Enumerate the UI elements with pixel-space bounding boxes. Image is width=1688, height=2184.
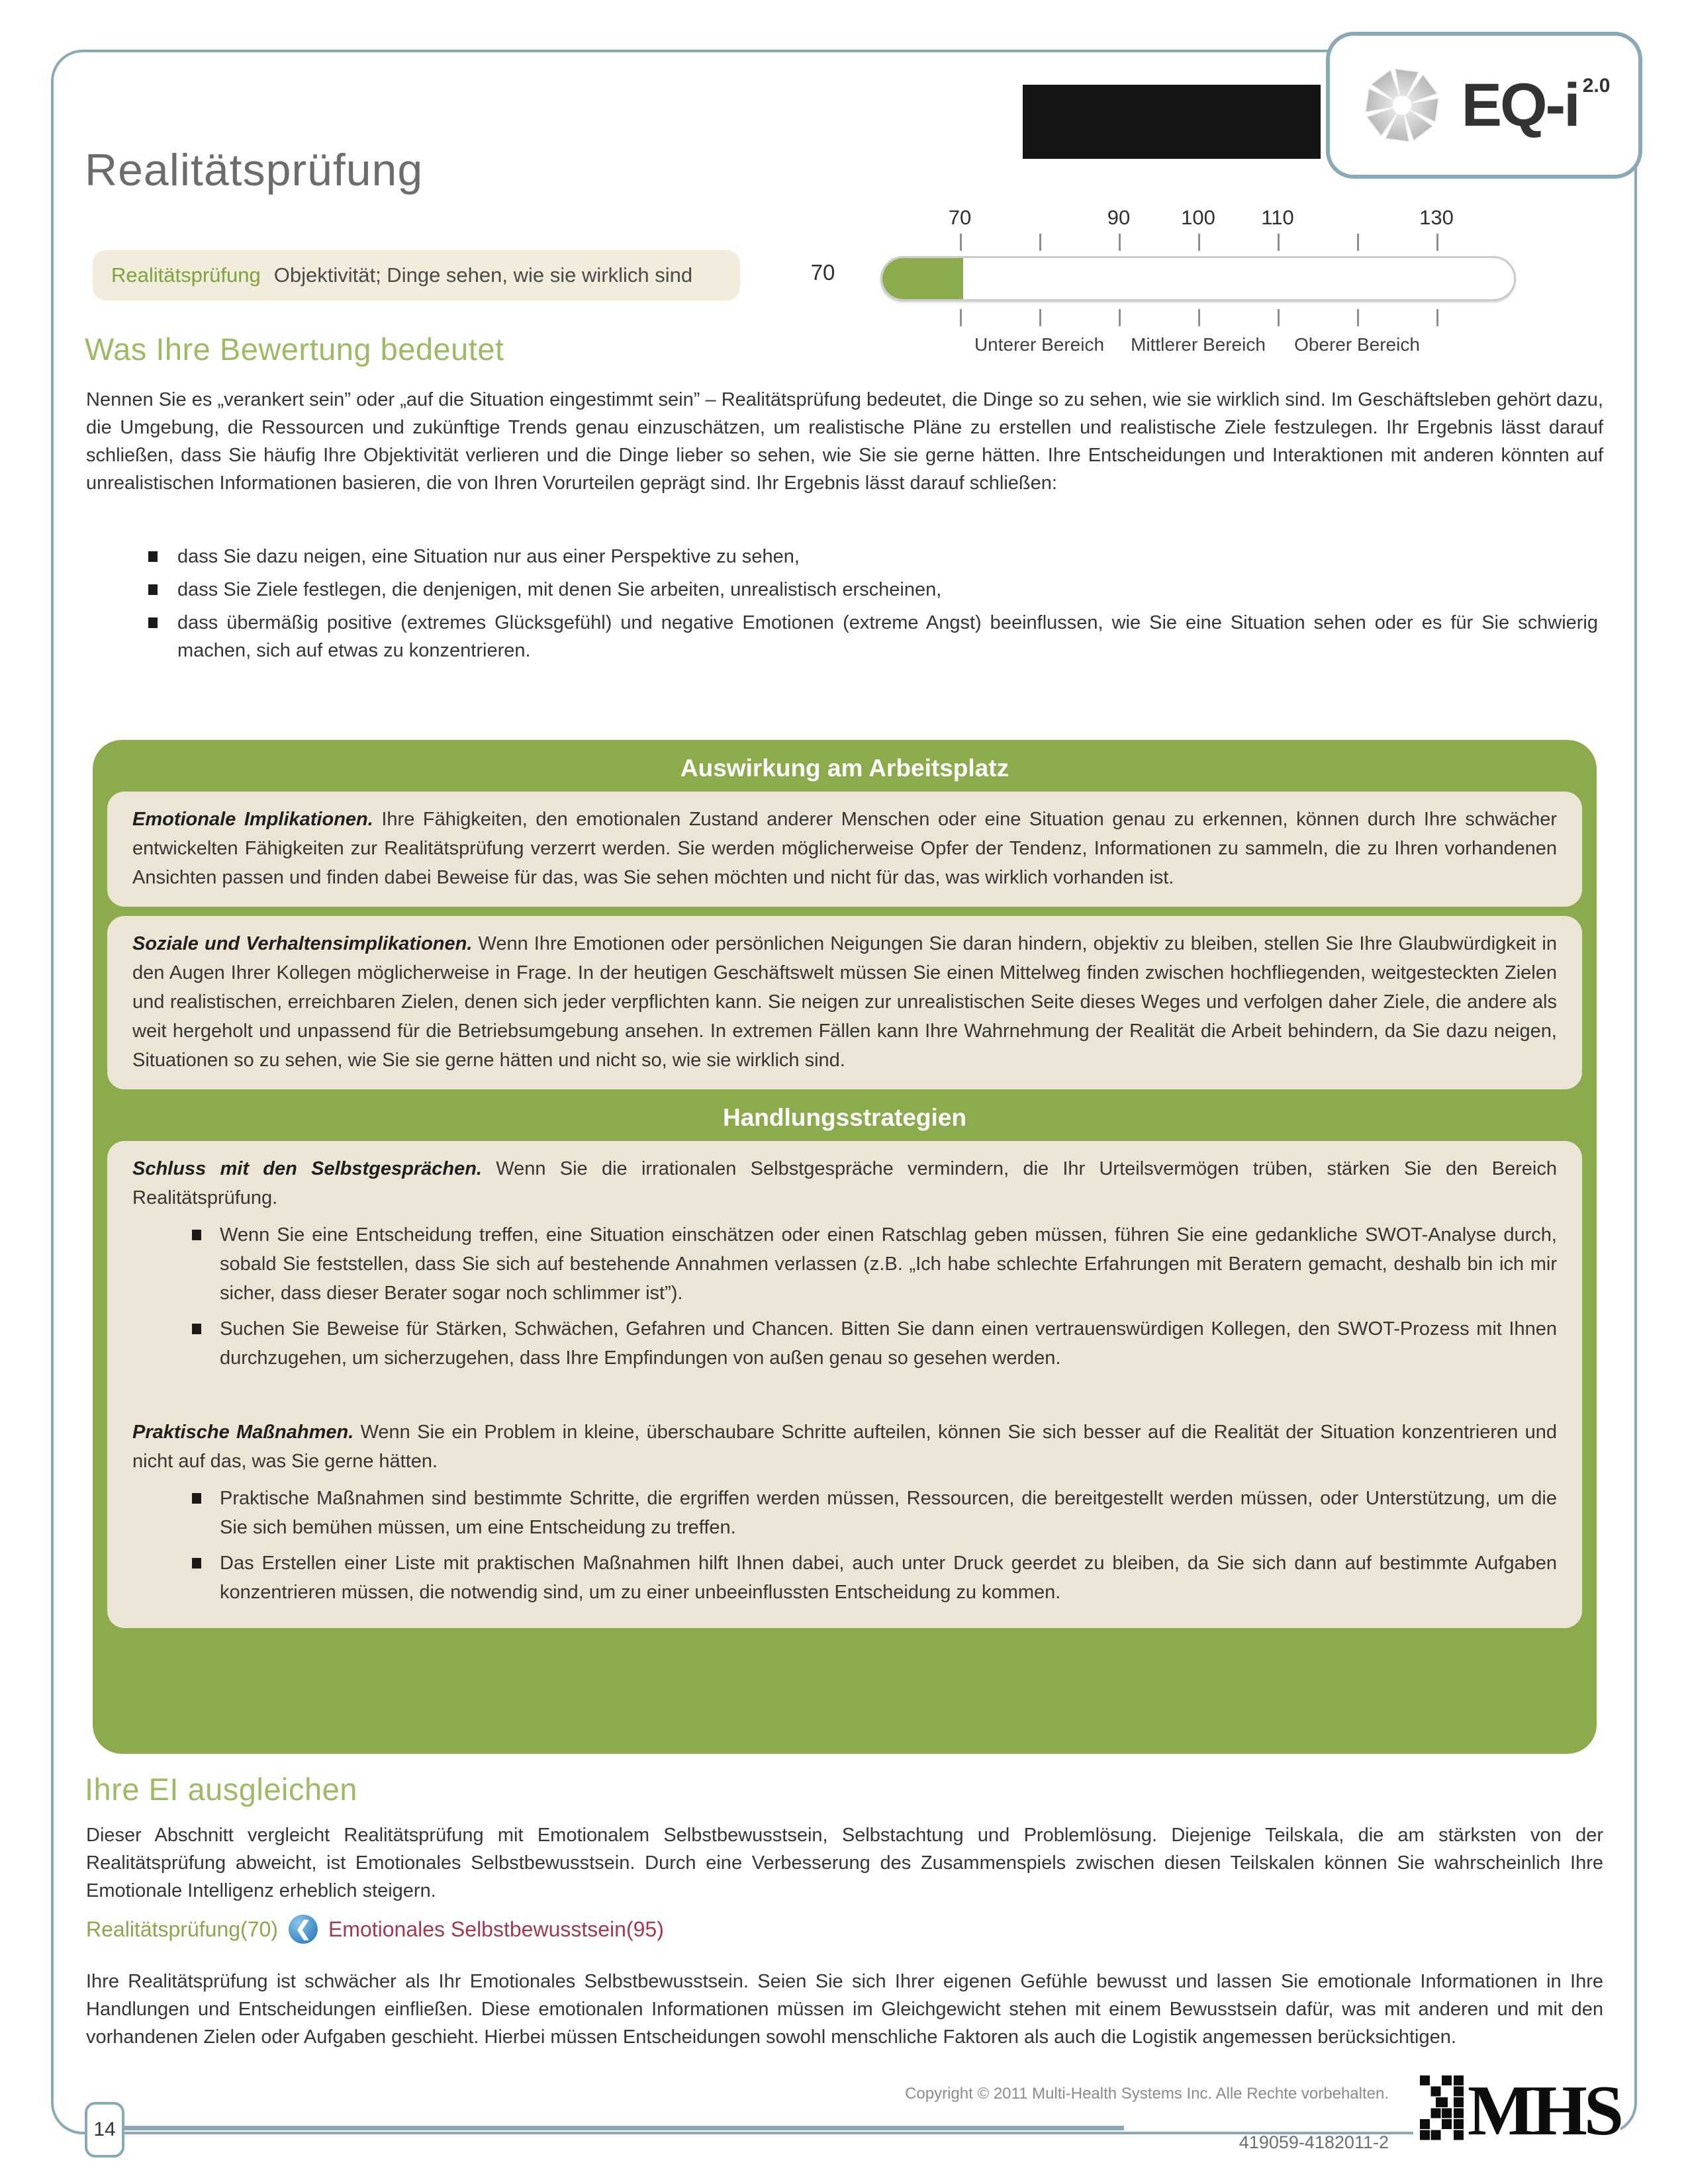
tick-label: 130 [1419, 206, 1454, 229]
range-label-high: Oberer Bereich [1294, 334, 1420, 355]
tick-mark [960, 309, 962, 326]
tick-label: 90 [1107, 206, 1131, 229]
strategies-heading: Handlungsstrategien [723, 1104, 966, 1131]
social-implications-box [107, 916, 1582, 1089]
workplace-impact-box [93, 740, 1597, 1754]
bullet-square-icon [192, 1324, 201, 1334]
score-bar-fill [882, 258, 963, 299]
tick-mark [1278, 309, 1280, 326]
range-label-mid: Mittlerer Bereich [1131, 334, 1266, 355]
mhs-logo-glyph [1420, 2075, 1464, 2147]
balance-intro: Dieser Abschnitt vergleicht Realitätsprüfung mit Emotionalem Selbstbewusstsein, Selbstachtung und Problemlösung. Diejenige Teilskala, die am stärksten von der Realitätsprüfung abweicht, ist Emotionales Selbstbewusstsein. Durch eine Verbesserung des Zusammenspiels zwischen diesen Teilskalen können Sie wahrscheinlich Ihre Emotionale Intelligenz erheblich steigern. [86, 1825, 1603, 1901]
list-item [148, 543, 1598, 570]
mhs-logo [1413, 2071, 1620, 2150]
social-lead: Soziale und Verhaltensimplikationen. [132, 933, 473, 954]
bullet-square-icon [148, 551, 158, 562]
comparison-right-label: Emotionales Selbstbewusstsein(95) [328, 1917, 664, 1941]
brand-text: EQ-i [1461, 71, 1579, 139]
brand-version: 2.0 [1582, 74, 1611, 97]
score-scale [781, 195, 1615, 361]
bullet-square-icon [192, 1558, 201, 1569]
list-item-text: Wenn Sie eine Entscheidung treffen, eine Situation einschätzen oder einen Ratschlag geben müssen, führen Sie eine gedankliche SWOT-Analyse durch, sobald Sie feststellen, dass Sie sich auf bestehende Annahmen verlassen (z.B. „Ich habe schlechte Erfahrungen mit Beratern gemacht, deshalb bin ich mir sicher, dass dieser Berater sogar noch schlimmer ist”). [220, 1224, 1557, 1304]
list-item [148, 609, 1598, 664]
practical-bullets [132, 1484, 1557, 1607]
tick-label: 70 [948, 206, 972, 229]
tick-mark [1198, 234, 1200, 251]
document-id: 419059-4182011-2 [1239, 2132, 1389, 2152]
bullet-square-icon [148, 617, 158, 628]
page-title: Realitätsprüfung [85, 145, 424, 195]
meaning-intro: Nennen Sie es „verankert sein” oder „auf die Situation eingestimmt sein” – Realitätsprüfung bedeutet, die Dinge so zu sehen, wie sie wirklich sind. Im Geschäftsleben gehört dazu, die Umgebung, die Ressourcen und zukünftige Trends genau einzuschätzen, um realistische Pläne zu erstellen und realistische Ziele festzulegen. Ihr Ergebnis lässt darauf schließen, dass Sie häufig Ihre Objektivität verlieren und die Dinge lieber so sehen, wie Sie sie gerne hätten. Ihre Entscheidungen und Interaktionen mit anderen könnten auf unrealistischen Informationen basieren, die von Ihren Vorurteilen geprägt sind. Ihr Ergebnis lässt darauf schließen: [86, 389, 1603, 494]
eqi-logo [1326, 32, 1642, 179]
brand-name [1462, 71, 1611, 140]
subscale-description: Objektivität; Dinge sehen, wie sie wirklich sind [273, 263, 693, 287]
subscale-pill [93, 250, 740, 300]
bullet-square-icon [148, 584, 158, 595]
redacted-name-bar [1023, 85, 1321, 159]
practical-lead: Praktische Maßnahmen. [132, 1422, 354, 1443]
selftalk-lead: Schluss mit den Selbstgesprächen. [132, 1158, 482, 1179]
emotional-lead: Emotionale Implikationen. [132, 809, 373, 830]
tick-mark [1119, 234, 1121, 251]
mhs-wordmark: MHS [1467, 2071, 1620, 2150]
balance-heading: Ihre EI ausgleichen [85, 1772, 357, 1807]
impact-heading: Auswirkung am Arbeitsplatz [680, 754, 1009, 782]
bullet-square-icon [192, 1230, 201, 1240]
meaning-bullets [148, 543, 1598, 670]
list-item-text: dass Sie dazu neigen, eine Situation nur aus einer Perspektive zu sehen, [177, 546, 800, 567]
tick-mark [1039, 234, 1041, 251]
list-item [192, 1314, 1557, 1373]
list-item-text: dass Sie Ziele festlegen, die denjenigen, mit denen Sie arbeiten, unrealistisch erscheinen, [177, 579, 942, 600]
tick-mark [1436, 309, 1438, 326]
tick-mark [1119, 309, 1121, 326]
score-bar [880, 256, 1516, 301]
tick-mark [1198, 309, 1200, 326]
pinwheel-icon [1358, 62, 1446, 149]
list-item [192, 1484, 1557, 1542]
arrow-left-circle-icon: ❮ [289, 1915, 318, 1944]
tick-mark [1357, 309, 1359, 326]
emotional-text: Ihre Fähigkeiten, den emotionalen Zustand anderer Menschen oder eine Situation genau zu erkennen, können durch Ihre schwächer entwickelten Fähigkeiten zur Realitätsprüfung verzerrt werden. Sie werden möglicherweise Opfer der Tendenz, Informationen zu sammeln, die zu Ihren vorhandenen Ansichten passen und finden dabei Beweise für das, was Sie sehen möchten und nicht für das, was wirklich vorhanden ist. [132, 809, 1558, 888]
page-number: 14 [85, 2102, 124, 2158]
balance-text: Ihre Realitätsprüfung ist schwächer als Ihr Emotionales Selbstbewusstsein. Seien Sie sich Ihrer eigenen Gefühle bewusst und lassen Sie emotionale Informationen in Ihre Handlungen und Entscheidungen einfließen. Diese emotionalen Informationen müssen im Gleichgewicht stehen mit einem Bewusstsein dafür, was mit anderen und mit den vorhandenen Zielen oder Aufgaben geschieht. Hierbei müssen Entscheidungen sowohl menschliche Faktoren als auch die Logistik angemessen berücksichtigen. [86, 1971, 1603, 2048]
tick-mark [1357, 234, 1359, 251]
list-item-text: dass übermäßig positive (extremes Glücksgefühl) und negative Emotionen (extreme Angst) beeinflussen, wie Sie eine Situation sehen oder es für Sie schwierig machen, sich auf etwas zu konzentrieren. [177, 612, 1598, 661]
meaning-heading: Was Ihre Bewertung bedeutet [85, 332, 504, 367]
selftalk-bullets [132, 1220, 1557, 1373]
footer-divider [105, 2126, 1124, 2130]
list-item [192, 1549, 1557, 1607]
tick-mark [1039, 309, 1041, 326]
tick-label: 100 [1181, 206, 1215, 229]
copyright-text: Copyright © 2011 Multi-Health Systems Inc. Alle Rechte vorbehalten. [905, 2085, 1389, 2103]
tick-mark [960, 234, 962, 251]
social-text: Wenn Ihre Emotionen oder persönlichen Neigungen Sie daran hindern, objektiv zu bleiben, stellen Sie Ihre Glaubwürdigkeit in den Augen Ihrer Kollegen möglicherweise in Frage. In der heutigen Geschäftswelt müssen Sie einen Mittelweg finden zwischen hochfliegenden, weitgesteckten Zielen und realistischen, erreichbaren Zielen, denen sich jeder verpflichten kann. Sie neigen zur unrealistischen Seite dieses Weges und verfolgen daher Ziele, die andere als weit hergeholt und unpassend für die Betriebsumgebung ansehen. In extremen Fällen kann Ihre Wahrnehmung der Realität die Arbeit behindern, da Sie dazu neigen, Situationen so zu sehen, wie Sie sie gerne hätten und nicht so, wie sie wirklich sind. [132, 933, 1557, 1071]
tick-mark [1436, 234, 1438, 251]
subscale-label: Realitätsprüfung [111, 263, 261, 287]
practical-text: Wenn Sie ein Problem in kleine, überschaubare Schritte aufteilen, können Sie sich besser auf die Realität der Situation konzentrieren und nicht auf das, was Sie gerne hätten. [132, 1422, 1557, 1472]
tick-label: 110 [1261, 206, 1294, 229]
comparison-left-label: Realitätsprüfung(70) [86, 1917, 278, 1941]
subscale-comparison [86, 1915, 664, 1944]
score-value: 70 [810, 260, 835, 285]
range-label-low: Unterer Bereich [974, 334, 1105, 355]
list-item [192, 1220, 1557, 1308]
selftalk-text: Wenn Sie die irrationalen Selbstgespräche vermindern, die Ihr Urteilsvermögen trüben, stärken Sie den Bereich Realitätsprüfung. [132, 1158, 1557, 1208]
bullet-square-icon [192, 1493, 201, 1504]
strategies-box [107, 1141, 1582, 1628]
list-item [148, 576, 1598, 604]
tick-mark [1278, 234, 1280, 251]
emotional-implications-box [107, 792, 1582, 907]
list-item-text: Suchen Sie Beweise für Stärken, Schwächen, Gefahren und Chancen. Bitten Sie dann einen vertrauenswürdigen Kollegen, den SWOT-Prozess mit Ihnen durchzugehen, um sicherzugehen, dass Ihre Empfindungen von außen genau so gesehen werden. [220, 1318, 1557, 1369]
list-item-text: Das Erstellen einer Liste mit praktischen Maßnahmen hilft Ihnen dabei, auch unter Druck geerdet zu bleiben, da Sie sich dann auf bestimmte Aufgaben konzentrieren müssen, die notwendig sind, um zu einer unbeeinflussten Entscheidung zu kommen. [220, 1553, 1557, 1603]
list-item-text: Praktische Maßnahmen sind bestimmte Schritte, die ergriffen werden müssen, Ressourcen, die bereitgestellt werden müssen, oder Unterstützung, um die Sie sich bemühen müssen, um eine Entscheidung zu treffen. [220, 1488, 1557, 1538]
